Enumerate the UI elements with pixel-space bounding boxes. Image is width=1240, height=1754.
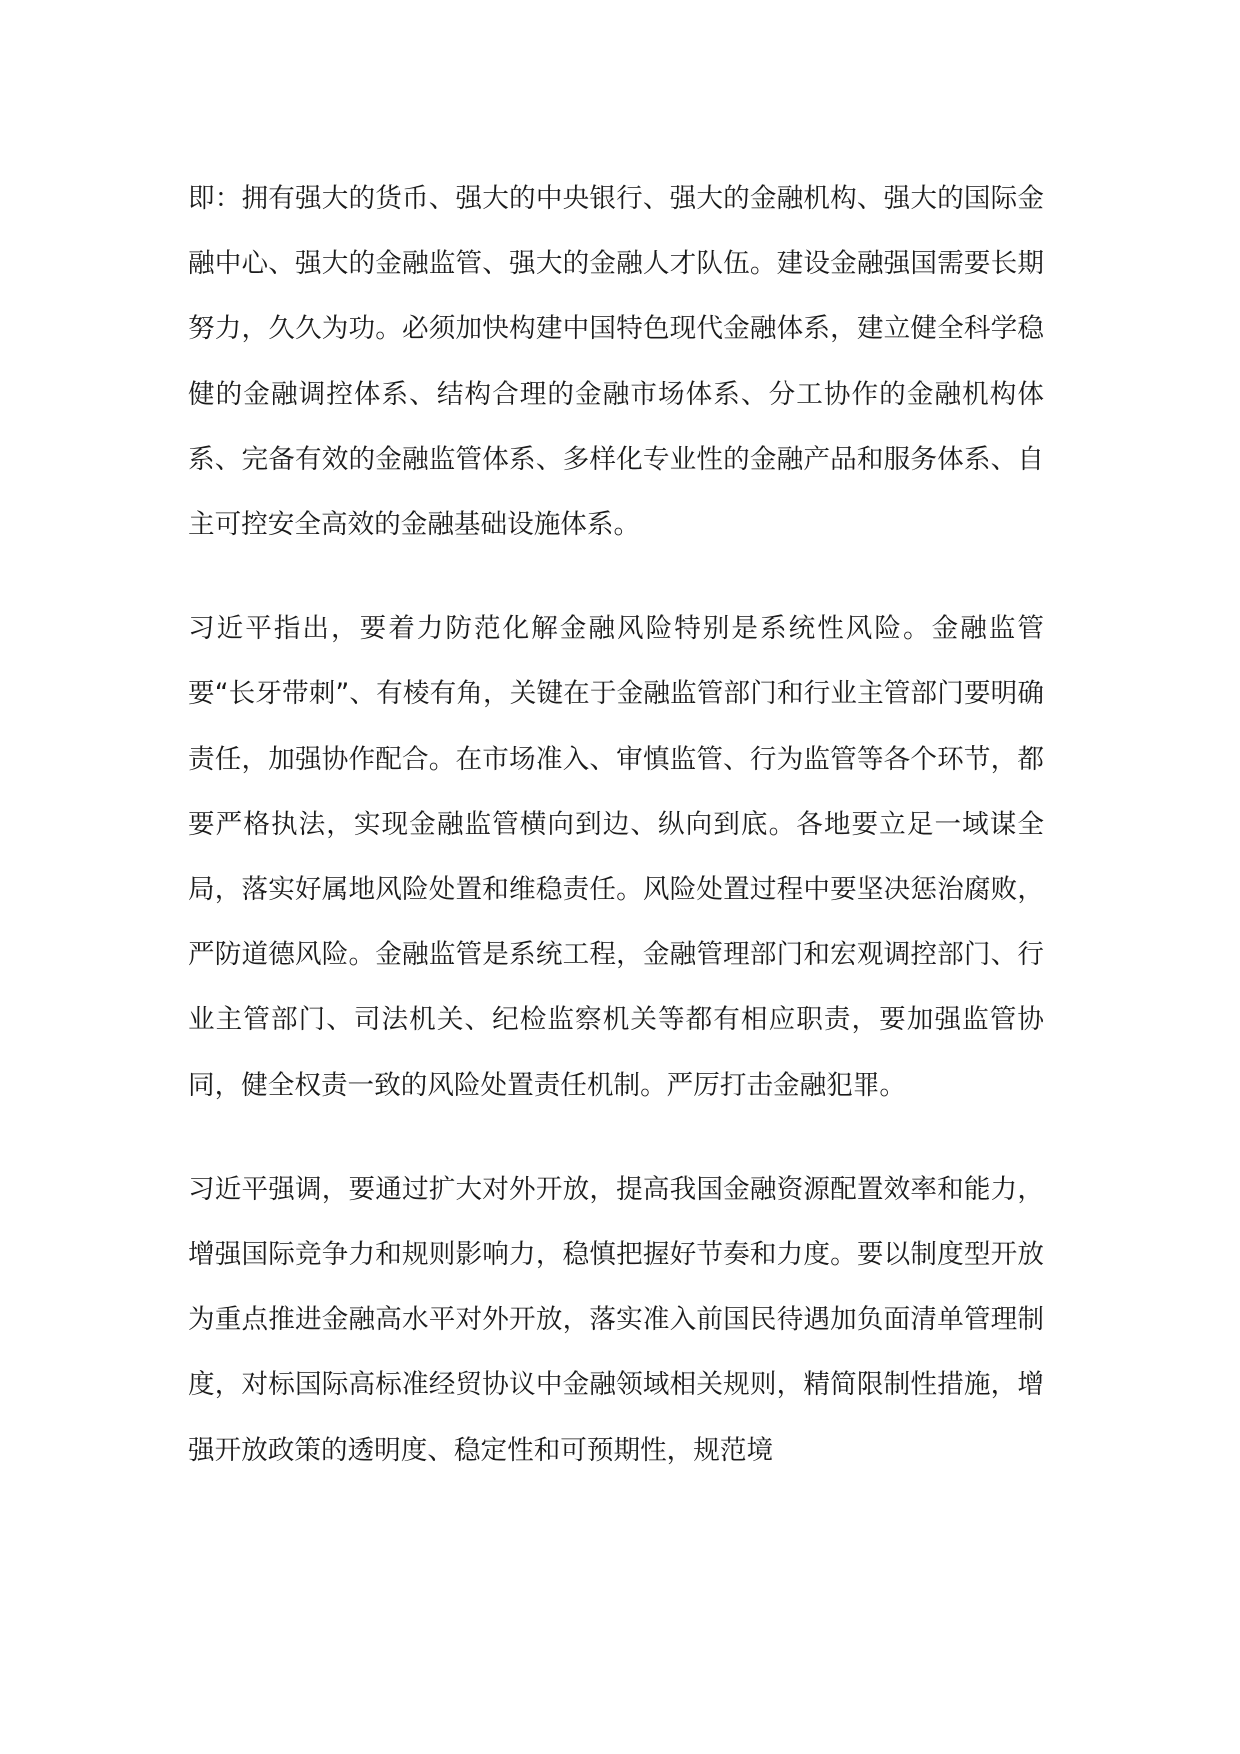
paragraph-3: 习近平强调，要通过扩大对外开放，提高我国金融资源配置效率和能力，增强国际竞争力和规则影响力，稳慎把握好节奏和力度。要以制度型开放为重点推进金融高水平对外开放，落实准入前国民待遇加负面清单管理制度，对标国际高标准经贸协议中金融领域相关规则，精简限制性措施，增强开放政策的透明度、稳定性和可预期性，规范境: [188, 1173, 1044, 1466]
paragraph-2: 习近平指出，要着力防范化解金融风险特别是系统性风险。金融监管要“长牙带刺”、有棱有角，关键在于金融监管部门和行业主管部门要明确责任，加强协作配合。在市场准入、审慎监管、行为监管等各个环节，都要严格执法，实现金融监管横向到边、纵向到底。各地要立足一域谋全局，落实好属地风险处置和维稳责任。风险处置过程中要坚决惩治腐败，严防道德风险。金融监管是系统工程，金融管理部门和宏观调控部门、行业主管部门、司法机关、纪检监察机关等都有相应职责，要加强监管协同，健全权责一致的风险处置责任机制。严厉打击金融犯罪。: [188, 613, 1044, 1101]
paragraph-1: 即：拥有强大的货币、强大的中央银行、强大的金融机构、强大的国际金融中心、强大的金融监管、强大的金融人才队伍。建设金融强国需要长期努力，久久为功。必须加快构建中国特色现代金融体系，建立健全科学稳健的金融调控体系、结构合理的金融市场体系、分工协作的金融机构体系、完备有效的金融监管体系、多样化专业性的金融产品和服务体系、自主可控安全高效的金融基础设施体系。: [188, 183, 1044, 541]
document-body: [188, 166, 1044, 1522]
